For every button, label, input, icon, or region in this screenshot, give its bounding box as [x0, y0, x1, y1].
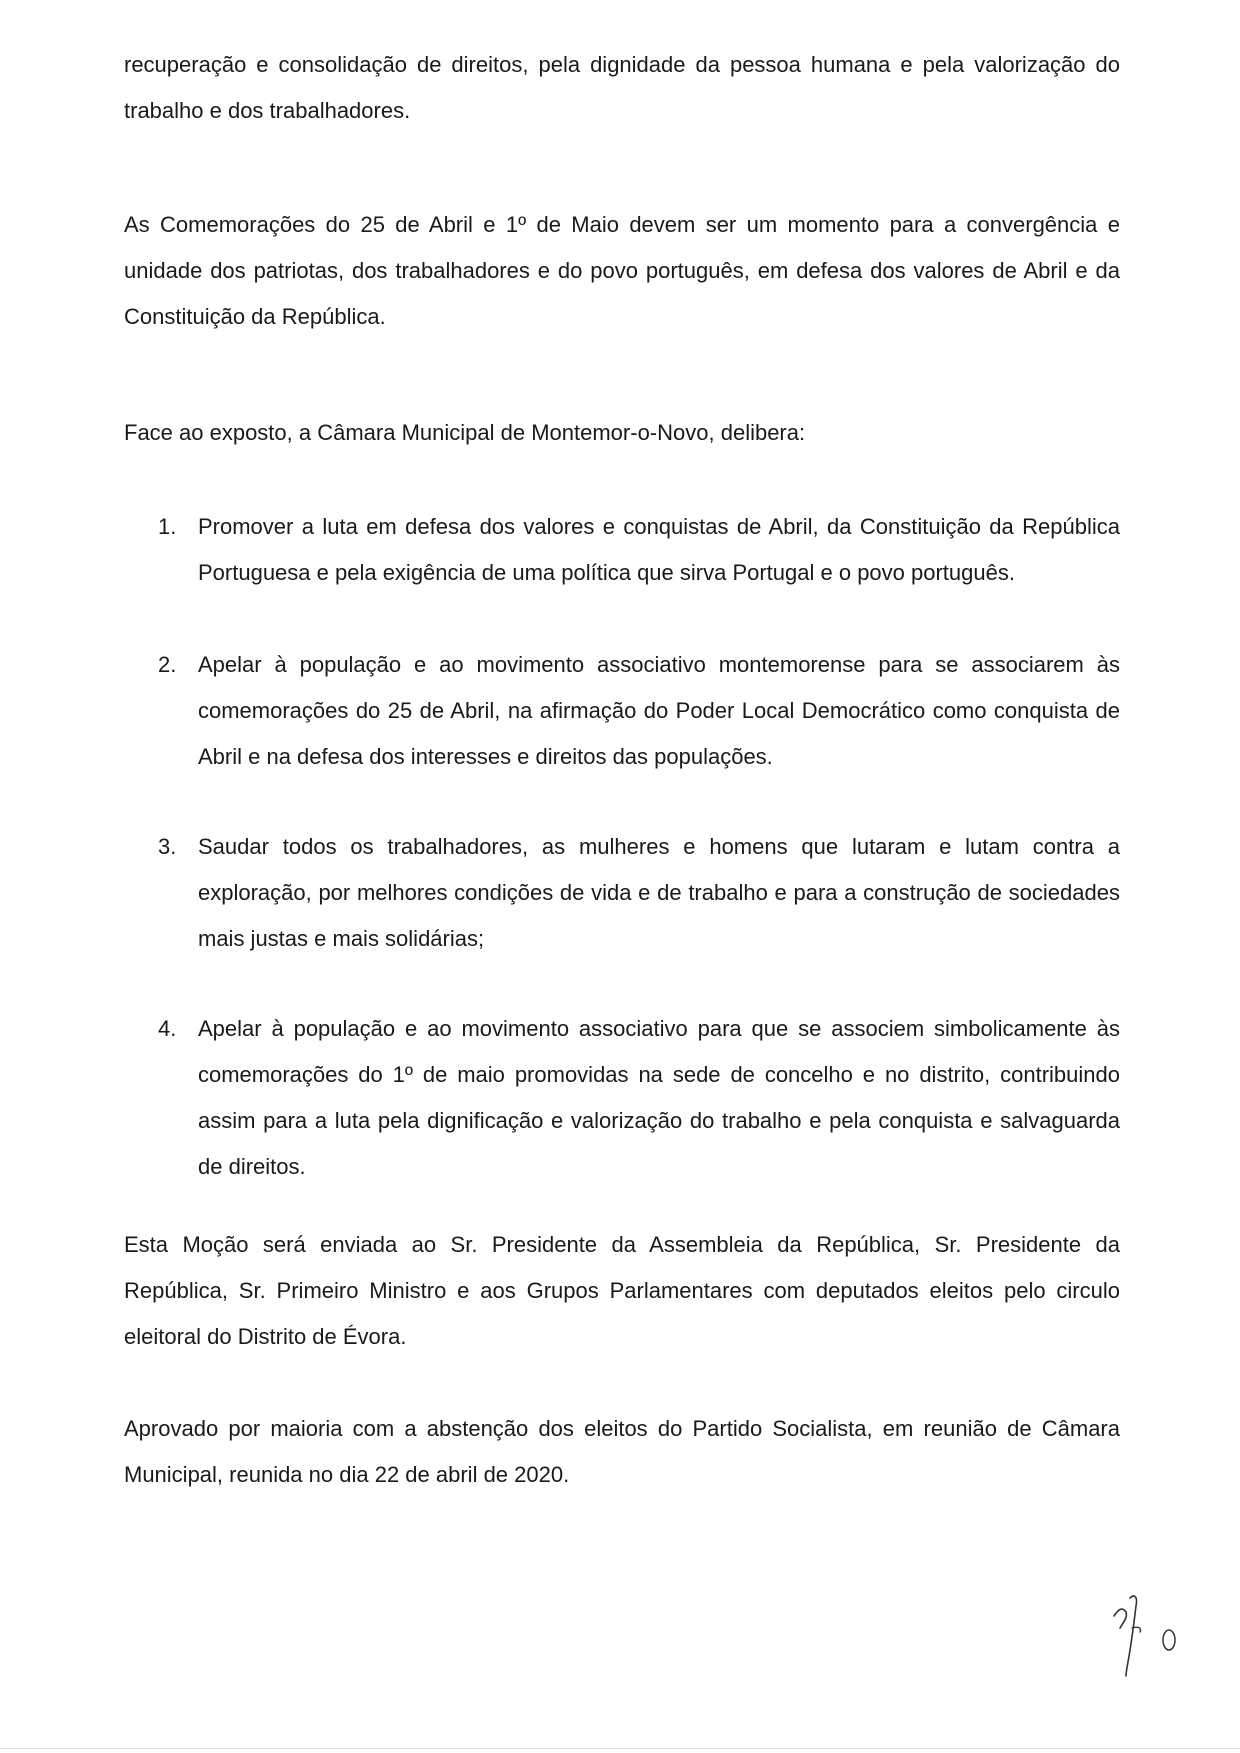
item-number: 1.	[158, 514, 177, 539]
handwritten-initials-icon	[1108, 1588, 1188, 1680]
item-text: Promover a luta em defesa dos valores e conquistas de Abril, da Constituição da República Portuguesa e pela exigência de uma política que sirva Portugal e o povo português.	[198, 514, 1120, 585]
dispatch-paragraph: Esta Moção será enviada ao Sr. Presidente da Assembleia da República, Sr. Presidente da República, Sr. Primeiro Ministro e aos Grupos Parlamentares com deputados eleitos pelo circulo eleitoral do Distrito de Évora.	[124, 1232, 1120, 1349]
continuation-paragraph: recuperação e consolidação de direitos, pela dignidade da pessoa humana e pela valorização do trabalho e dos trabalhadores.	[124, 52, 1120, 123]
resolution-intro: Face ao exposto, a Câmara Municipal de Montemor-o-Novo, delibera:	[124, 420, 806, 445]
resolution-item-4	[124, 1006, 1120, 1190]
page-edge-divider	[0, 1748, 1240, 1749]
resolution-item-1	[124, 504, 1120, 596]
item-number: 2.	[158, 652, 177, 677]
resolution-item-3	[124, 824, 1120, 962]
resolution-item-2	[124, 642, 1120, 780]
item-text: Apelar à população e ao movimento associativo montemorense para se associarem às comemorações do 25 de Abril, na afirmação do Poder Local Democrático como conquista de Abril e na defesa dos interesses e direitos das populações.	[198, 652, 1120, 769]
commemorations-paragraph: As Comemorações do 25 de Abril e 1º de Maio devem ser um momento para a convergência e unidade dos patriotas, dos trabalhadores e do povo português, em defesa dos valores de Abril e da Constituição da República.	[124, 212, 1120, 329]
item-number: 4.	[158, 1016, 177, 1041]
item-text: Saudar todos os trabalhadores, as mulheres e homens que lutaram e lutam contra a exploração, por melhores condições de vida e de trabalho e para a construção de sociedades mais justas e mais solidárias;	[198, 834, 1120, 951]
item-text: Apelar à população e ao movimento associativo para que se associem simbolicamente às comemorações do 1º de maio promovidas na sede de concelho e no distrito, contribuindo assim para a luta pela dignificação e valorização do trabalho e pela conquista e salvaguarda de direitos.	[198, 1016, 1120, 1179]
approval-paragraph: Aprovado por maioria com a abstenção dos eleitos do Partido Socialista, em reunião de Câmara Municipal, reunida no dia 22 de abril de 2020.	[124, 1416, 1120, 1487]
item-number: 3.	[158, 834, 177, 859]
